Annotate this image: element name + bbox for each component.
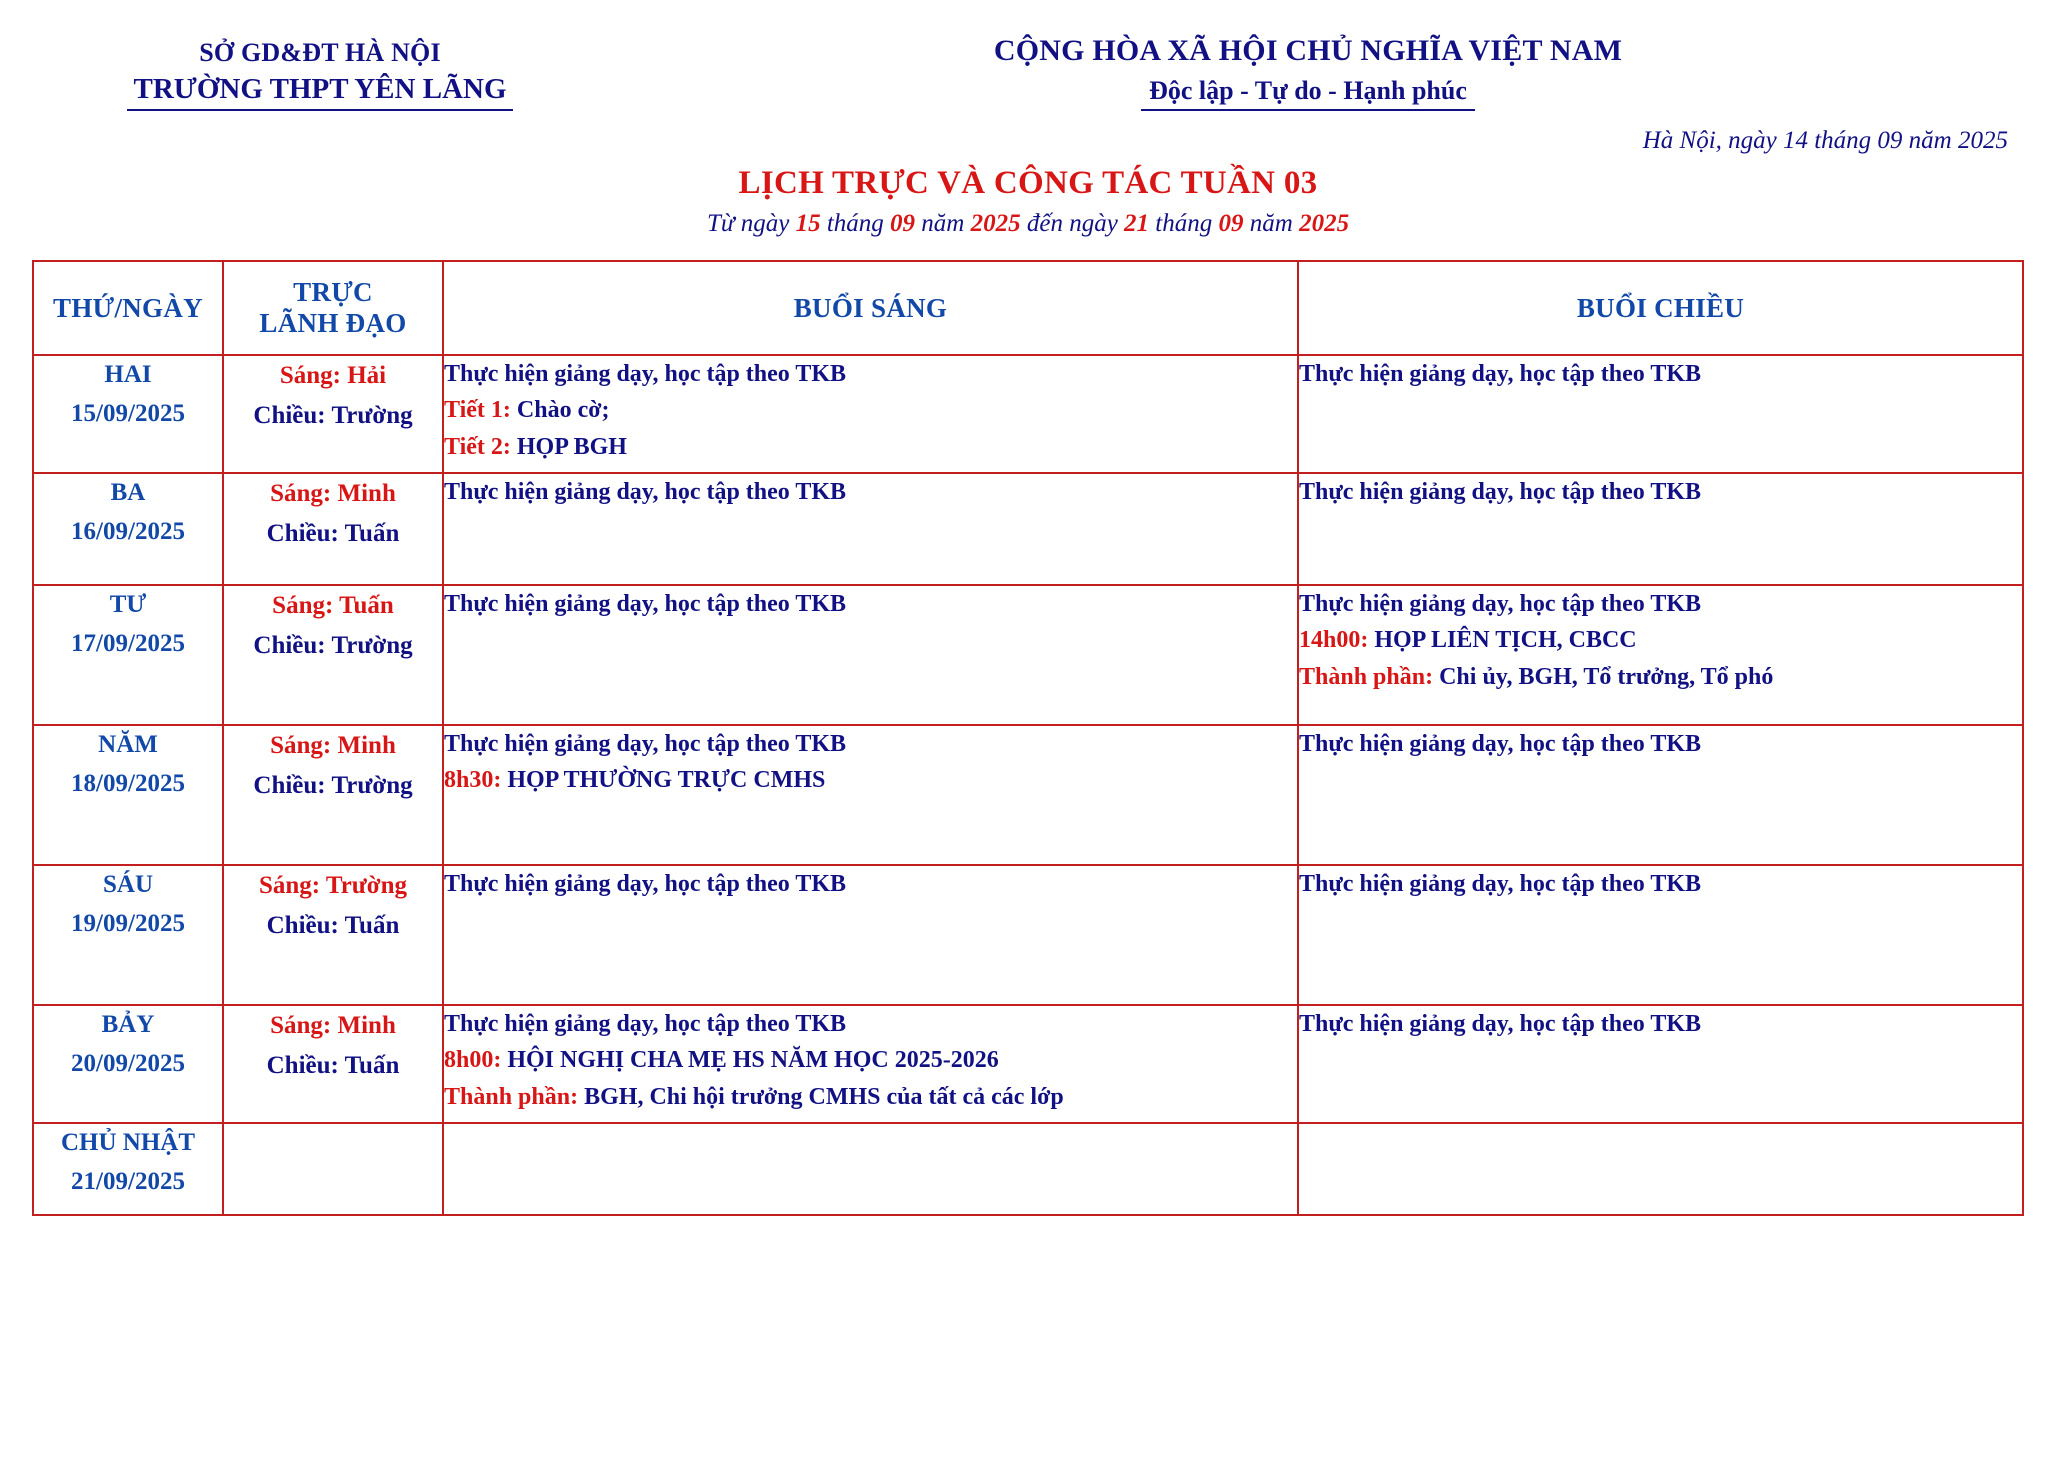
table-row [33, 1005, 2023, 1123]
leader-afternoon-value: Tuấn [344, 912, 400, 939]
afternoon-line: Thực hiện giảng dạy, học tập theo TKB [1299, 1011, 1702, 1037]
afternoon-cell [1298, 865, 2023, 1005]
leader-morning-label: Sáng: [258, 872, 321, 899]
subtitle-to-label: đến ngày [1026, 210, 1118, 237]
leader-afternoon [224, 514, 442, 554]
subtitle-to-month: 09 [1218, 210, 1244, 237]
morning-line [444, 1042, 1297, 1078]
place-and-date: Hà Nội, ngày 14 tháng 09 năm 2025 [1642, 127, 2008, 154]
leader-afternoon-label: Chiều: [266, 912, 339, 939]
schedule-table [32, 260, 2024, 1216]
leader-afternoon [224, 396, 442, 436]
morning-line: Thực hiện giảng dạy, học tập theo TKB [444, 361, 847, 387]
morning-line: Thực hiện giảng dạy, học tập theo TKB [444, 591, 847, 617]
column-header-leader-line2: LÃNH ĐẠO [259, 308, 407, 338]
leader-afternoon-label: Chiều: [266, 1052, 339, 1079]
leader-cell [223, 1005, 443, 1123]
leader-cell [223, 355, 443, 473]
morning-line [444, 392, 1297, 428]
morning-line: Thực hiện giảng dạy, học tập theo TKB [444, 731, 847, 757]
morning-cell [443, 473, 1298, 585]
column-header-afternoon-line1: BUỔI CHIỀU [1576, 292, 1745, 323]
day-name: NĂM [98, 731, 158, 758]
morning-line-value: Chào cờ; [516, 397, 610, 424]
morning-line: Thực hiện giảng dạy, học tập theo TKB [444, 479, 847, 505]
column-header-leader [223, 261, 443, 355]
leader-morning-value: Minh [337, 480, 396, 507]
document-header [0, 0, 2056, 111]
nation-motto: Độc lập - Tự do - Hạnh phúc [1141, 76, 1475, 111]
morning-line-value: HỌP THƯỜNG TRỰC CMHS [507, 767, 826, 794]
header-organization [40, 30, 600, 111]
leader-morning-label: Sáng: [270, 480, 332, 507]
leader-afternoon [224, 906, 442, 946]
afternoon-line: Thực hiện giảng dạy, học tập theo TKB [1299, 591, 1702, 617]
morning-cell [443, 585, 1298, 725]
table-row [33, 725, 2023, 865]
afternoon-line [1299, 622, 2022, 658]
leader-afternoon [224, 1046, 442, 1086]
leader-morning [224, 586, 442, 626]
column-header-day [33, 261, 223, 355]
morning-line-key: Tiết 1: [444, 397, 511, 424]
morning-line [444, 1079, 1297, 1115]
title-block [0, 165, 2056, 238]
morning-line-value: HỌP BGH [516, 433, 627, 460]
day-date: 16/09/2025 [71, 517, 185, 545]
afternoon-line: Thực hiện giảng dạy, học tập theo TKB [1299, 871, 1702, 897]
day-cell [33, 585, 223, 725]
morning-cell [443, 865, 1298, 1005]
date-range-subtitle [0, 210, 2056, 238]
afternoon-line: Thực hiện giảng dạy, học tập theo TKB [1299, 479, 1702, 505]
table-body [33, 355, 2023, 1215]
day-date: 17/09/2025 [71, 629, 185, 657]
day-cell [33, 1123, 223, 1215]
leader-morning-value: Minh [337, 732, 396, 759]
column-header-leader-line1: TRỰC [293, 277, 373, 307]
morning-line [444, 429, 1297, 465]
day-cell [33, 473, 223, 585]
morning-line: Thực hiện giảng dạy, học tập theo TKB [444, 1011, 847, 1037]
leader-morning [224, 474, 442, 514]
leader-morning-value: Trường [325, 872, 408, 899]
afternoon-line-value: Chi ủy, BGH, Tổ trưởng, Tổ phó [1439, 663, 1774, 690]
afternoon-line-key: Thành phần: [1299, 663, 1434, 690]
afternoon-line-key: 14h00: [1299, 627, 1369, 654]
day-date: 21/09/2025 [71, 1167, 185, 1195]
page-title: LỊCH TRỰC VÀ CÔNG TÁC TUẦN 03 [738, 165, 1318, 201]
afternoon-cell [1298, 473, 2023, 585]
morning-line [444, 762, 1297, 798]
afternoon-cell [1298, 1123, 2023, 1215]
day-cell [33, 1005, 223, 1123]
leader-cell [223, 865, 443, 1005]
subtitle-thang-2: tháng [1155, 210, 1213, 237]
morning-cell [443, 1005, 1298, 1123]
leader-morning [224, 356, 442, 396]
department-name: SỞ GD&ĐT HÀ NỘI [199, 38, 441, 67]
morning-cell [443, 1123, 1298, 1215]
leader-afternoon-label: Chiều: [253, 632, 326, 659]
subtitle-nam-2: năm [1249, 210, 1293, 237]
school-name: TRƯỜNG THPT YÊN LÃNG [127, 73, 512, 111]
morning-line-value: HỘI NGHỊ CHA MẸ HS NĂM HỌC 2025-2026 [507, 1047, 999, 1074]
subtitle-nam-1: năm [921, 210, 965, 237]
morning-line-key: 8h00: [444, 1047, 502, 1074]
table-row [33, 473, 2023, 585]
day-cell [33, 725, 223, 865]
day-name: BA [110, 479, 146, 506]
leader-afternoon-value: Trường [331, 772, 413, 799]
table-row [33, 585, 2023, 725]
subtitle-thang-1: tháng [826, 210, 884, 237]
leader-afternoon [224, 766, 442, 806]
morning-line-key: Thành phần: [444, 1083, 579, 1110]
afternoon-cell [1298, 1005, 2023, 1123]
leader-morning-label: Sáng: [279, 362, 341, 389]
leader-afternoon-value: Trường [331, 402, 413, 429]
morning-line-key: Tiết 2: [444, 433, 511, 460]
leader-afternoon-label: Chiều: [253, 402, 326, 429]
leader-morning-label: Sáng: [270, 732, 332, 759]
morning-cell [443, 725, 1298, 865]
subtitle-to-year: 2025 [1299, 210, 1350, 237]
afternoon-line: Thực hiện giảng dạy, học tập theo TKB [1299, 731, 1702, 757]
subtitle-from-label: Từ ngày [706, 210, 790, 237]
subtitle-from-year: 2025 [970, 210, 1021, 237]
leader-afternoon-label: Chiều: [253, 772, 326, 799]
afternoon-line-value: HỌP LIÊN TỊCH, CBCC [1374, 627, 1637, 654]
subtitle-from-month: 09 [890, 210, 916, 237]
day-name: BẢY [101, 1011, 155, 1038]
morning-line-key: 8h30: [444, 767, 502, 794]
leader-afternoon-value: Tuấn [344, 520, 400, 547]
column-header-afternoon [1298, 261, 2023, 355]
day-name: HAI [104, 361, 152, 388]
leader-morning-value: Minh [337, 1012, 396, 1039]
leader-morning [224, 1006, 442, 1046]
table-row [33, 1123, 2023, 1215]
afternoon-line: Thực hiện giảng dạy, học tập theo TKB [1299, 361, 1702, 387]
leader-cell [223, 725, 443, 865]
leader-afternoon-value: Trường [331, 632, 413, 659]
afternoon-cell [1298, 355, 2023, 473]
day-name: TƯ [109, 591, 147, 618]
column-header-morning-line1: BUỔI SÁNG [793, 292, 948, 323]
morning-cell [443, 355, 1298, 473]
column-header-day-line1: THỨ/NGÀY [53, 292, 203, 323]
day-date: 18/09/2025 [71, 769, 185, 797]
leader-afternoon-label: Chiều: [266, 520, 339, 547]
table-row [33, 865, 2023, 1005]
day-name: CHỦ NHẬT [60, 1129, 196, 1156]
leader-morning-value: Hải [347, 362, 387, 389]
afternoon-cell [1298, 725, 2023, 865]
day-date: 19/09/2025 [71, 909, 185, 937]
morning-line-value: BGH, Chi hội trưởng CMHS của tất cả các lớp [584, 1083, 1064, 1110]
nation-title: CỘNG HÒA XÃ HỘI CHỦ NGHĨA VIỆT NAM [993, 34, 1623, 67]
day-name: SÁU [102, 871, 153, 898]
leader-morning [224, 726, 442, 766]
afternoon-line [1299, 659, 2022, 695]
column-header-morning [443, 261, 1298, 355]
day-cell [33, 865, 223, 1005]
leader-afternoon-value: Tuấn [344, 1052, 400, 1079]
leader-cell [223, 1123, 443, 1215]
leader-cell [223, 473, 443, 585]
table-header-row-group [33, 261, 2023, 355]
day-cell [33, 355, 223, 473]
subtitle-from-day: 15 [795, 210, 821, 237]
day-date: 15/09/2025 [71, 399, 185, 427]
table-row [33, 355, 2023, 473]
afternoon-cell [1298, 585, 2023, 725]
leader-morning-label: Sáng: [270, 1012, 332, 1039]
schedule-table-wrapper [0, 238, 2056, 1216]
day-date: 20/09/2025 [71, 1049, 185, 1077]
morning-line: Thực hiện giảng dạy, học tập theo TKB [444, 871, 847, 897]
table-header-row [33, 261, 2023, 355]
header-national [600, 30, 2016, 111]
leader-cell [223, 585, 443, 725]
leader-morning-label: Sáng: [272, 592, 334, 619]
leader-morning [224, 866, 442, 906]
subtitle-to-day: 21 [1124, 210, 1150, 237]
leader-morning-value: Tuấn [339, 592, 394, 619]
leader-afternoon [224, 626, 442, 666]
